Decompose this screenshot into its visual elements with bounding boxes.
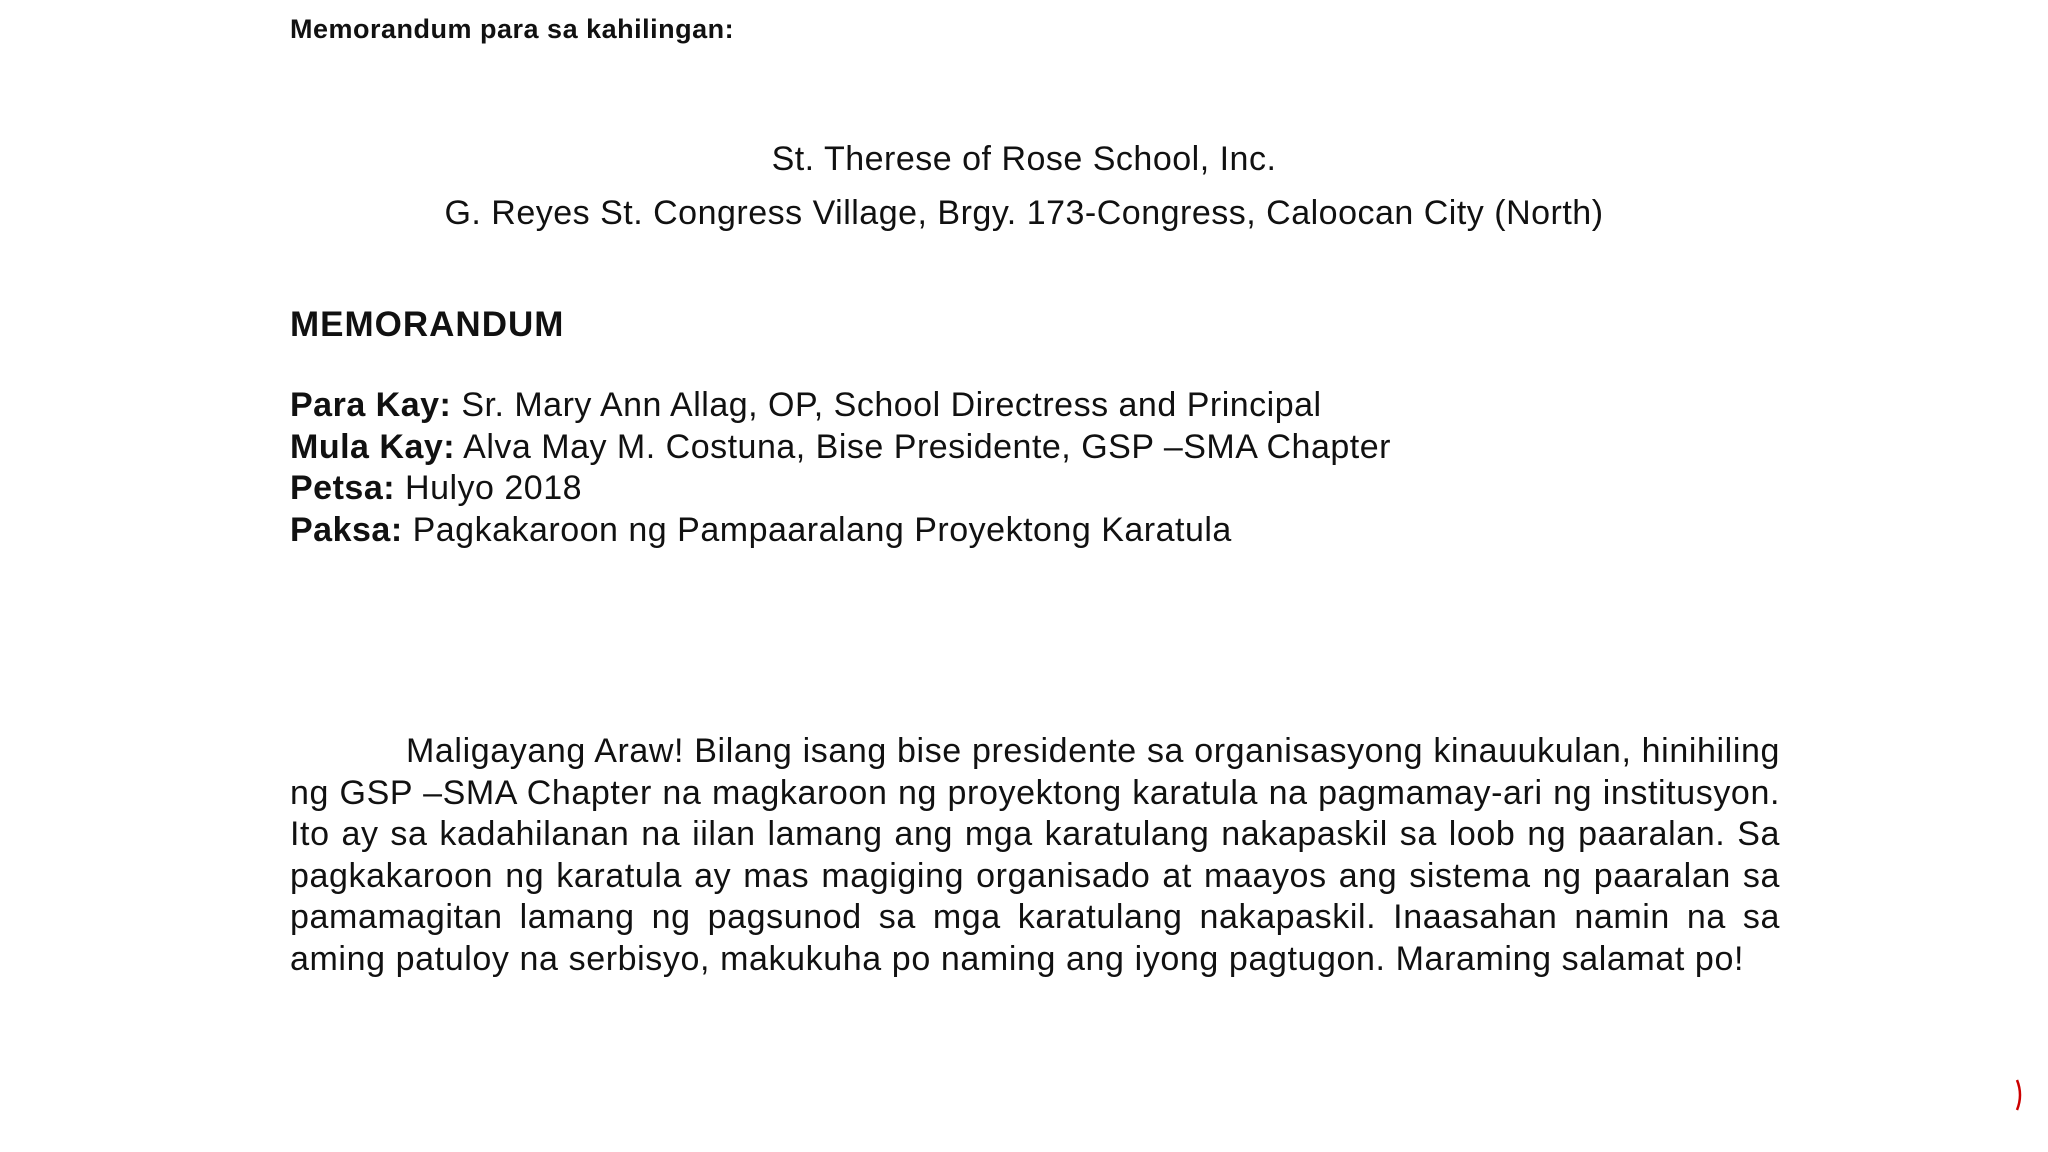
red-edge-mark-stroke <box>2017 1080 2020 1110</box>
field-key: Para Kay: <box>290 386 452 424</box>
field-value: Pagkakaroon ng Pampaaralang Proyektong Karatula <box>402 510 1232 549</box>
field-para-kay <box>290 385 1710 427</box>
school-address: G. Reyes St. Congress Village, Brgy. 173-Congress, Caloocan City (North) <box>444 194 1604 232</box>
field-value: Sr. Mary Ann Allag, OP, School Directress and Principal <box>451 386 1322 424</box>
field-mula-kay <box>290 427 1710 469</box>
field-petsa <box>290 468 1710 510</box>
field-key: Mula Kay: <box>290 427 456 466</box>
field-key: Paksa: <box>290 510 403 549</box>
memo-body: Maligayang Araw! Bilang isang bise presidente sa organisasyong kinauukulan, hinihiling ng GSP –SMA Chapter na magkaroon ng proyektong karatula na pagmamay-ari ng institusyon. Ito ay sa kadahilanan na iilan lamang ang mga karatulang nakapaskil sa loob ng paaralan. Sa pagkakaroon ng karatula ay mas magiging organisado at maayos ang sistema ng paaralan sa pamamagitan lamang ng pagsunod sa mga karatulang nakapaskil. Inaasahan namin na sa aming patuloy na serbisyo, makukuha po naming ang iyong pagtugon. Maraming salamat po! <box>290 732 1780 978</box>
memo-request-label: Memorandum para sa kahilingan: <box>290 14 735 44</box>
school-name: St. Therese of Rose School, Inc. <box>771 140 1277 178</box>
field-paksa <box>290 510 1710 552</box>
field-value: Alva May M. Costuna, Bise Presidente, GSP –SMA Chapter <box>455 427 1391 466</box>
field-value: Hulyo 2018 <box>395 469 583 507</box>
memo-heading: MEMORANDUM <box>290 305 565 344</box>
field-key: Petsa: <box>290 469 396 507</box>
red-edge-mark-icon <box>2014 1078 2024 1112</box>
memo-fields <box>290 385 1710 551</box>
